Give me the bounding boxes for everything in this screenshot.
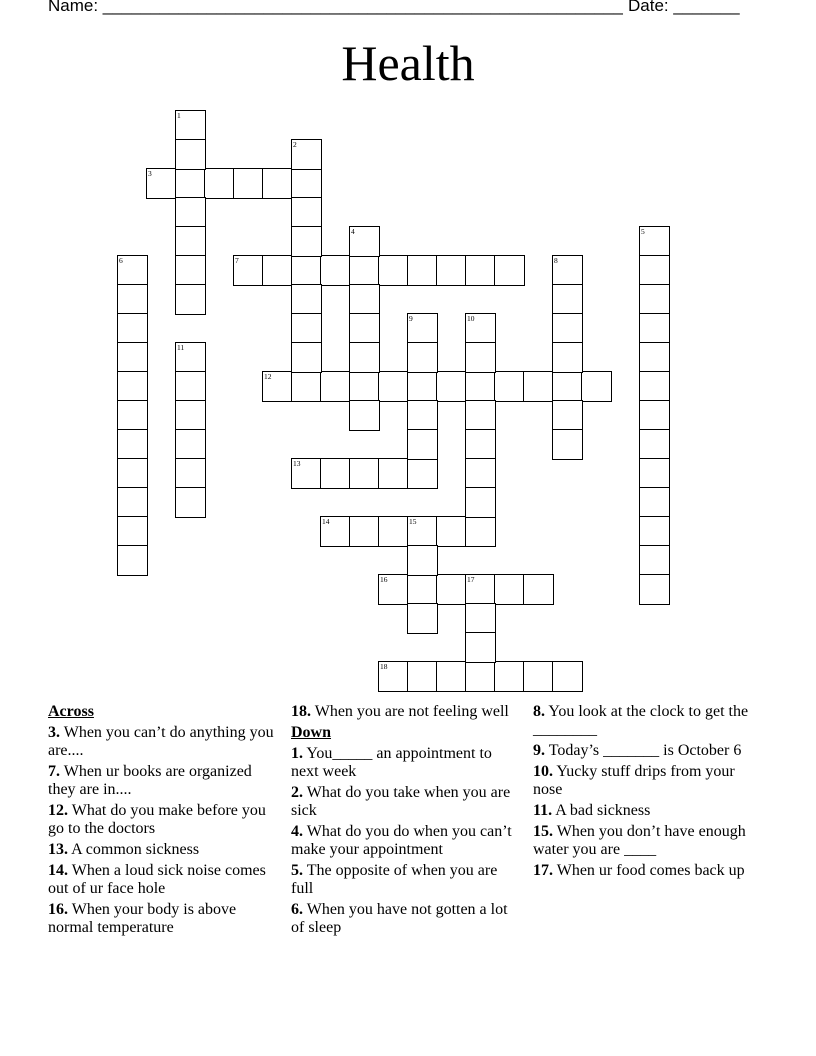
cell-number: 3 — [148, 169, 152, 178]
grid-cell[interactable] — [465, 342, 496, 373]
grid-cell[interactable] — [175, 371, 206, 402]
across-heading: Across — [48, 703, 94, 720]
clue-number: 18. — [291, 703, 311, 720]
cell-number: 5 — [641, 227, 645, 236]
clue-number: 17. — [533, 862, 553, 879]
grid-cell[interactable] — [262, 371, 293, 402]
clue-down-8 — [533, 703, 765, 739]
name-field-line: Name: _______________________________________________________ — [48, 0, 623, 15]
grid-cell[interactable] — [349, 313, 380, 344]
clue-text: The opposite of when you are full — [291, 862, 498, 897]
grid-cell[interactable] — [204, 168, 235, 199]
clue-across-7 — [48, 763, 280, 799]
grid-cell[interactable] — [436, 661, 467, 692]
grid-cell[interactable] — [407, 400, 438, 431]
clue-text: A bad sickness — [552, 802, 651, 819]
grid-cell[interactable] — [639, 255, 670, 286]
grid-cell[interactable] — [494, 574, 525, 605]
grid-cell[interactable] — [175, 400, 206, 431]
grid-cell[interactable] — [465, 429, 496, 460]
grid-cell[interactable] — [117, 516, 148, 547]
grid-cell[interactable] — [407, 574, 438, 605]
clue-number: 6. — [291, 901, 303, 918]
grid-cell[interactable] — [465, 632, 496, 663]
grid-cell[interactable] — [494, 255, 525, 286]
grid-cell[interactable] — [465, 516, 496, 547]
cell-number: 12 — [264, 372, 272, 381]
cell-number: 11 — [177, 343, 185, 352]
clue-text: When ur books are organized they are in.... — [48, 763, 252, 798]
clues-column-2 — [291, 703, 523, 940]
down-heading: Down — [291, 724, 332, 741]
grid-cell[interactable] — [175, 487, 206, 518]
grid-cell[interactable] — [262, 168, 293, 199]
clue-text: Today’s _______ is October 6 — [545, 742, 742, 759]
clue-text: You_____ an appointment to next week — [291, 745, 492, 780]
grid-cell[interactable] — [117, 545, 148, 576]
cell-number: 10 — [467, 314, 475, 323]
grid-cell[interactable] — [175, 168, 206, 199]
cell-number: 15 — [409, 517, 417, 526]
grid-cell[interactable] — [465, 458, 496, 489]
grid-cell[interactable] — [349, 284, 380, 315]
grid-cell[interactable] — [639, 574, 670, 605]
grid-cell[interactable] — [465, 313, 496, 344]
grid-cell[interactable] — [639, 342, 670, 373]
clue-number: 12. — [48, 802, 68, 819]
grid-cell[interactable] — [175, 284, 206, 315]
grid-cell[interactable] — [291, 284, 322, 315]
clue-down-10 — [533, 763, 765, 799]
grid-cell[interactable] — [523, 661, 554, 692]
grid-cell[interactable] — [436, 371, 467, 402]
clue-text: What do you make before you go to the doctors — [48, 802, 266, 837]
grid-cell[interactable] — [407, 429, 438, 460]
clue-text: Yucky stuff drips from your nose — [533, 763, 735, 798]
grid-cell[interactable] — [291, 313, 322, 344]
cell-number: 4 — [351, 227, 355, 236]
clue-down-2 — [291, 784, 523, 820]
clue-down-9 — [533, 742, 765, 760]
grid-cell[interactable] — [552, 429, 583, 460]
grid-cell[interactable] — [639, 487, 670, 518]
grid-cell[interactable] — [175, 226, 206, 257]
clue-down-4 — [291, 823, 523, 859]
clue-text: When ur food comes back up — [553, 862, 745, 879]
grid-cell[interactable] — [465, 661, 496, 692]
clue-text: What do you do when you can’t make your appointment — [291, 823, 512, 858]
grid-cell[interactable] — [175, 458, 206, 489]
grid-cell[interactable] — [349, 516, 380, 547]
cell-number: 14 — [322, 517, 330, 526]
date-field-line: Date: _______ — [628, 0, 740, 15]
grid-cell[interactable] — [233, 168, 264, 199]
grid-cell[interactable] — [117, 371, 148, 402]
grid-cell[interactable] — [378, 516, 409, 547]
grid-cell[interactable] — [291, 197, 322, 228]
grid-cell[interactable] — [378, 255, 409, 286]
grid-cell[interactable] — [465, 603, 496, 634]
grid-cell[interactable] — [407, 516, 438, 547]
grid-cell[interactable] — [146, 168, 177, 199]
grid-cell[interactable] — [320, 371, 351, 402]
grid-cell[interactable] — [117, 313, 148, 344]
grid-cell[interactable] — [639, 516, 670, 547]
grid-cell[interactable] — [639, 371, 670, 402]
clue-number: 14. — [48, 862, 68, 879]
grid-cell[interactable] — [436, 574, 467, 605]
grid-cell[interactable] — [407, 603, 438, 634]
grid-cell[interactable] — [494, 371, 525, 402]
cell-number: 8 — [554, 256, 558, 265]
clue-down-1 — [291, 745, 523, 781]
clue-across-13 — [48, 841, 280, 859]
grid-cell[interactable] — [523, 574, 554, 605]
grid-cell[interactable] — [378, 371, 409, 402]
clue-text: What do you take when you are sick — [291, 784, 511, 819]
grid-cell[interactable] — [465, 574, 496, 605]
grid-cell[interactable] — [552, 400, 583, 431]
grid-cell[interactable] — [465, 487, 496, 518]
grid-cell[interactable] — [552, 284, 583, 315]
grid-cell[interactable] — [117, 342, 148, 373]
cell-number: 17 — [467, 575, 475, 584]
grid-cell[interactable] — [552, 342, 583, 373]
grid-cell[interactable] — [291, 255, 322, 286]
grid-cell[interactable] — [639, 284, 670, 315]
grid-cell[interactable] — [523, 371, 554, 402]
grid-cell[interactable] — [465, 255, 496, 286]
grid-cell[interactable] — [407, 545, 438, 576]
clues-column-3 — [533, 703, 765, 883]
grid-cell[interactable] — [117, 400, 148, 431]
grid-cell[interactable] — [291, 226, 322, 257]
grid-cell[interactable] — [639, 458, 670, 489]
grid-cell[interactable] — [349, 371, 380, 402]
clue-number: 16. — [48, 901, 68, 918]
grid-cell[interactable] — [175, 429, 206, 460]
clue-number: 2. — [291, 784, 303, 801]
clue-number: 4. — [291, 823, 303, 840]
clue-text: When your body is above normal temperature — [48, 901, 237, 936]
clue-down-15 — [533, 823, 765, 859]
grid-cell[interactable] — [407, 371, 438, 402]
grid-cell[interactable] — [552, 313, 583, 344]
clue-down-6 — [291, 901, 523, 937]
grid-cell[interactable] — [407, 661, 438, 692]
grid-cell[interactable] — [233, 255, 264, 286]
grid-cell[interactable] — [117, 487, 148, 518]
grid-cell[interactable] — [378, 661, 409, 692]
grid-cell[interactable] — [175, 342, 206, 373]
grid-cell[interactable] — [262, 255, 293, 286]
clue-text: When you are not feeling well — [311, 703, 509, 720]
grid-cell[interactable] — [175, 255, 206, 286]
clue-text: A common sickness — [68, 841, 200, 858]
grid-cell[interactable] — [349, 255, 380, 286]
grid-cell[interactable] — [349, 400, 380, 431]
grid-cell[interactable] — [552, 255, 583, 286]
clue-number: 10. — [533, 763, 553, 780]
grid-cell[interactable] — [349, 342, 380, 373]
grid-cell[interactable] — [407, 313, 438, 344]
clue-number: 15. — [533, 823, 553, 840]
grid-cell[interactable] — [175, 197, 206, 228]
cell-number: 1 — [177, 111, 181, 120]
grid-cell[interactable] — [291, 371, 322, 402]
grid-cell[interactable] — [175, 139, 206, 170]
cell-number: 9 — [409, 314, 413, 323]
clue-across-12 — [48, 802, 280, 838]
clue-number: 11. — [533, 802, 553, 819]
grid-cell[interactable] — [581, 371, 612, 402]
clue-text: When you don’t have enough water you are ____ — [533, 823, 746, 858]
grid-cell[interactable] — [291, 168, 322, 199]
clue-text: When you can’t do anything you are.... — [48, 724, 274, 759]
clue-across-18 — [291, 703, 523, 721]
clue-number: 3. — [48, 724, 60, 741]
grid-cell[interactable] — [320, 255, 351, 286]
clue-across-14 — [48, 862, 280, 898]
grid-cell[interactable] — [465, 371, 496, 402]
cell-number: 16 — [380, 575, 388, 584]
grid-cell[interactable] — [378, 574, 409, 605]
grid-cell[interactable] — [320, 458, 351, 489]
cell-number: 6 — [119, 256, 123, 265]
puzzle-title: Health — [341, 35, 475, 91]
grid-cell[interactable] — [639, 400, 670, 431]
clues-column-1 — [48, 703, 280, 940]
grid-cell[interactable] — [349, 458, 380, 489]
cell-number: 2 — [293, 140, 297, 149]
clue-number: 13. — [48, 841, 68, 858]
grid-cell[interactable] — [349, 226, 380, 257]
grid-cell[interactable] — [639, 429, 670, 460]
grid-cell[interactable] — [175, 110, 206, 141]
clue-number: 9. — [533, 742, 545, 759]
grid-cell[interactable] — [291, 139, 322, 170]
grid-cell[interactable] — [639, 313, 670, 344]
clue-across-16 — [48, 901, 280, 937]
clue-down-11 — [533, 802, 765, 820]
clue-text: When a loud sick noise comes out of ur face hole — [48, 862, 266, 897]
cell-number: 7 — [235, 256, 239, 265]
grid-cell[interactable] — [320, 516, 351, 547]
grid-cell[interactable] — [639, 226, 670, 257]
grid-cell[interactable] — [465, 400, 496, 431]
grid-cell[interactable] — [436, 516, 467, 547]
grid-cell[interactable] — [291, 458, 322, 489]
cell-number: 18 — [380, 662, 388, 671]
grid-cell[interactable] — [639, 545, 670, 576]
clue-number: 1. — [291, 745, 303, 762]
clue-down-17 — [533, 862, 765, 880]
grid-cell[interactable] — [117, 458, 148, 489]
cell-number: 13 — [293, 459, 301, 468]
grid-cell[interactable] — [291, 342, 322, 373]
grid-cell[interactable] — [407, 255, 438, 286]
grid-cell[interactable] — [117, 429, 148, 460]
grid-cell[interactable] — [407, 458, 438, 489]
clue-number: 5. — [291, 862, 303, 879]
clue-down-5 — [291, 862, 523, 898]
grid-cell[interactable] — [436, 255, 467, 286]
grid-cell[interactable] — [407, 342, 438, 373]
clue-number: 8. — [533, 703, 545, 720]
grid-cell[interactable] — [117, 255, 148, 286]
clue-number: 7. — [48, 763, 60, 780]
clue-text: You look at the clock to get the ________ — [533, 703, 749, 738]
grid-cell[interactable] — [117, 284, 148, 315]
grid-cell[interactable] — [552, 661, 583, 692]
grid-cell[interactable] — [378, 458, 409, 489]
clue-across-3 — [48, 724, 280, 760]
grid-cell[interactable] — [552, 371, 583, 402]
clue-text: When you have not gotten a lot of sleep — [291, 901, 508, 936]
grid-cell[interactable] — [494, 661, 525, 692]
